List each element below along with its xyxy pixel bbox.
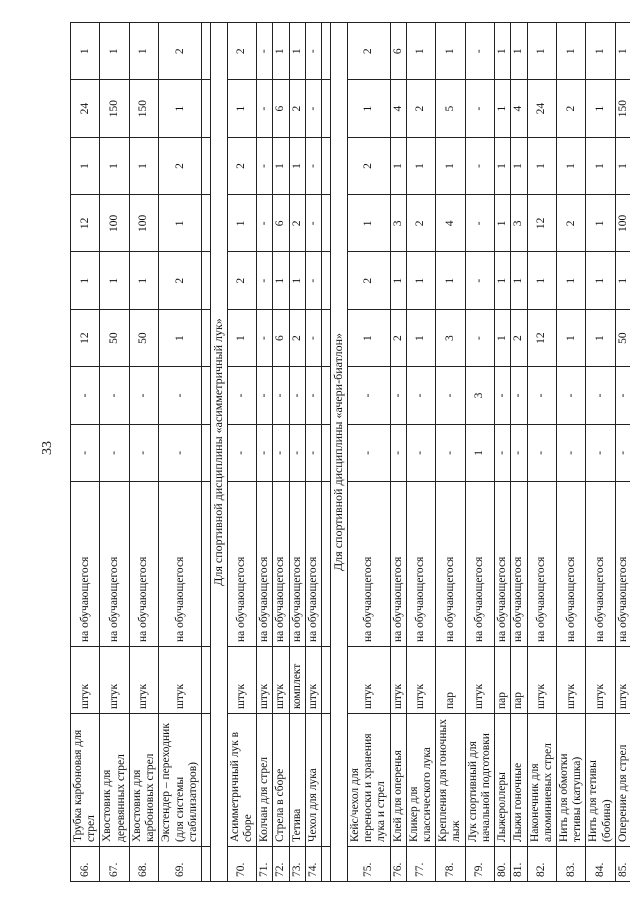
spacer-row <box>201 23 210 882</box>
table-row <box>347 23 390 882</box>
spacer-cell <box>201 195 210 252</box>
value-cell: 1 <box>100 252 129 309</box>
calculation-unit: на обучающегося <box>406 482 435 647</box>
spacer-cell <box>322 80 331 137</box>
value-cell: - <box>305 23 321 80</box>
value-cell: - <box>129 367 158 424</box>
item-name: Тетива <box>289 714 305 847</box>
item-name: Лыжероллеры <box>495 714 511 847</box>
value-cell: - <box>305 137 321 194</box>
value-cell: 1 <box>71 252 100 309</box>
table-row <box>227 23 256 882</box>
value-cell: 1 <box>347 309 390 366</box>
value-cell: 1 <box>527 23 556 80</box>
unit-of-measure: штук <box>71 647 100 714</box>
table-wrapper <box>70 22 630 882</box>
equipment-table <box>70 22 630 882</box>
value-cell: 100 <box>615 195 630 252</box>
value-cell: - <box>273 367 289 424</box>
value-cell: 2 <box>556 80 585 137</box>
value-cell: 1 <box>615 137 630 194</box>
row-number: 76. <box>390 847 406 882</box>
table-row <box>305 23 321 882</box>
row-number: 70. <box>227 847 256 882</box>
value-cell: 1 <box>511 23 527 80</box>
value-cell: 1 <box>227 195 256 252</box>
value-cell: - <box>257 367 273 424</box>
unit-of-measure: штук <box>406 647 435 714</box>
unit-of-measure: штук <box>615 647 630 714</box>
table-row <box>465 23 494 882</box>
spacer-cell <box>322 23 331 80</box>
value-cell: - <box>257 424 273 481</box>
table-row <box>129 23 158 882</box>
section-row <box>331 23 348 882</box>
value-cell: - <box>527 424 556 481</box>
calculation-unit: на обучающегося <box>257 482 273 647</box>
value-cell: 1 <box>511 252 527 309</box>
value-cell: 150 <box>100 80 129 137</box>
spacer-cell <box>201 424 210 481</box>
value-cell: - <box>257 309 273 366</box>
unit-of-measure: штук <box>100 647 129 714</box>
unit-of-measure: штук <box>273 647 289 714</box>
value-cell: - <box>227 424 256 481</box>
value-cell: 1 <box>586 80 615 137</box>
value-cell: 1 <box>527 137 556 194</box>
value-cell: 1 <box>289 23 305 80</box>
item-name: Наконечник для алюминиевых стрел <box>527 714 556 847</box>
calculation-unit: на обучающегося <box>100 482 129 647</box>
table-row <box>289 23 305 882</box>
value-cell: 100 <box>129 195 158 252</box>
unit-of-measure: штук <box>159 647 202 714</box>
row-number: 77. <box>406 847 435 882</box>
item-name: Стрела в сборе <box>273 714 289 847</box>
value-cell: - <box>556 367 585 424</box>
unit-of-measure: пар <box>511 647 527 714</box>
value-cell: 1 <box>273 137 289 194</box>
calculation-unit: на обучающегося <box>511 482 527 647</box>
value-cell: 1 <box>511 137 527 194</box>
unit-of-measure: пар <box>436 647 465 714</box>
row-number: 67. <box>100 847 129 882</box>
value-cell: - <box>347 424 390 481</box>
value-cell: 1 <box>495 309 511 366</box>
value-cell: 1 <box>289 137 305 194</box>
spacer-cell <box>322 482 331 647</box>
calculation-unit: на обучающегося <box>159 482 202 647</box>
value-cell: 1 <box>436 252 465 309</box>
value-cell: 50 <box>615 309 630 366</box>
value-cell: 100 <box>100 195 129 252</box>
value-cell: 1 <box>289 252 305 309</box>
table-row <box>159 23 202 882</box>
value-cell: - <box>257 137 273 194</box>
table-row <box>273 23 289 882</box>
item-name: Нить для обмотки тетивы (катушка) <box>556 714 585 847</box>
spacer-cell <box>322 195 331 252</box>
value-cell: 24 <box>527 80 556 137</box>
spacer-cell <box>322 714 331 847</box>
value-cell: 1 <box>129 137 158 194</box>
row-number: 82. <box>527 847 556 882</box>
value-cell: 2 <box>406 80 435 137</box>
value-cell: - <box>257 252 273 309</box>
unit-of-measure: штук <box>390 647 406 714</box>
row-number: 69. <box>159 847 202 882</box>
calculation-unit: на обучающегося <box>436 482 465 647</box>
value-cell: 2 <box>227 137 256 194</box>
value-cell: 1 <box>615 23 630 80</box>
value-cell: 1 <box>586 309 615 366</box>
value-cell: - <box>305 309 321 366</box>
value-cell: 1 <box>465 424 494 481</box>
unit-of-measure: штук <box>527 647 556 714</box>
table-row <box>511 23 527 882</box>
value-cell: - <box>465 137 494 194</box>
value-cell: - <box>71 367 100 424</box>
row-number: 78. <box>436 847 465 882</box>
calculation-unit: на обучающегося <box>556 482 585 647</box>
value-cell: 1 <box>436 137 465 194</box>
item-name: Хвостовик для карбоновых стрел <box>129 714 158 847</box>
value-cell: - <box>511 424 527 481</box>
value-cell: 1 <box>129 23 158 80</box>
table-row <box>100 23 129 882</box>
calculation-unit: на обучающегося <box>465 482 494 647</box>
item-name: Нить для тетивы (бобина) <box>586 714 615 847</box>
calculation-unit: на обучающегося <box>347 482 390 647</box>
unit-of-measure: штук <box>227 647 256 714</box>
spacer-cell <box>201 482 210 647</box>
value-cell: - <box>495 424 511 481</box>
value-cell: 1 <box>527 252 556 309</box>
value-cell: 5 <box>436 80 465 137</box>
value-cell: - <box>495 367 511 424</box>
table-row <box>527 23 556 882</box>
item-name: Чехол для лука <box>305 714 321 847</box>
calculation-unit: на обучающегося <box>273 482 289 647</box>
value-cell: - <box>465 195 494 252</box>
item-name: Хвостовик для деревянных стрел <box>100 714 129 847</box>
value-cell: - <box>227 367 256 424</box>
value-cell: 2 <box>227 23 256 80</box>
value-cell: - <box>71 424 100 481</box>
value-cell: 150 <box>129 80 158 137</box>
item-name: Клей для оперенья <box>390 714 406 847</box>
value-cell: - <box>465 23 494 80</box>
spacer-cell <box>201 252 210 309</box>
value-cell: 2 <box>289 80 305 137</box>
unit-of-measure: штук <box>556 647 585 714</box>
value-cell: 1 <box>390 137 406 194</box>
value-cell: 3 <box>390 195 406 252</box>
value-cell: - <box>586 424 615 481</box>
value-cell: 6 <box>390 23 406 80</box>
rotated-table-viewport <box>70 22 630 882</box>
unit-of-measure: штук <box>129 647 158 714</box>
value-cell: 1 <box>406 309 435 366</box>
value-cell: 1 <box>586 137 615 194</box>
row-number: 74. <box>305 847 321 882</box>
value-cell: - <box>273 424 289 481</box>
calculation-unit: на обучающегося <box>305 482 321 647</box>
value-cell: - <box>465 309 494 366</box>
value-cell: 1 <box>159 309 202 366</box>
value-cell: 50 <box>129 309 158 366</box>
spacer-cell <box>201 309 210 366</box>
value-cell: 4 <box>390 80 406 137</box>
unit-of-measure: штук <box>465 647 494 714</box>
value-cell: 12 <box>527 309 556 366</box>
value-cell: 1 <box>390 252 406 309</box>
value-cell: 4 <box>436 195 465 252</box>
value-cell: 2 <box>289 195 305 252</box>
value-cell: 1 <box>273 23 289 80</box>
spacer-cell <box>201 23 210 80</box>
row-number: 75. <box>347 847 390 882</box>
spacer-cell <box>201 137 210 194</box>
value-cell: 1 <box>406 252 435 309</box>
item-name: Трубка карбоновая для стрел <box>71 714 100 847</box>
value-cell: 1 <box>100 23 129 80</box>
value-cell: 2 <box>159 23 202 80</box>
spacer-cell <box>322 847 331 882</box>
calculation-unit: на обучающегося <box>71 482 100 647</box>
unit-of-measure: комплект <box>289 647 305 714</box>
value-cell: 2 <box>227 252 256 309</box>
calculation-unit: на обучающегося <box>615 482 630 647</box>
table-row <box>406 23 435 882</box>
value-cell: 2 <box>390 309 406 366</box>
unit-of-measure: пар <box>495 647 511 714</box>
value-cell: 150 <box>615 80 630 137</box>
value-cell: 12 <box>527 195 556 252</box>
unit-of-measure: штук <box>586 647 615 714</box>
value-cell: - <box>586 367 615 424</box>
calculation-unit: на обучающегося <box>586 482 615 647</box>
table-row <box>615 23 630 882</box>
value-cell: - <box>305 195 321 252</box>
value-cell: 1 <box>495 137 511 194</box>
value-cell: - <box>511 367 527 424</box>
value-cell: 12 <box>71 309 100 366</box>
value-cell: - <box>305 367 321 424</box>
item-name: Асимметричный лук в сборе <box>227 714 256 847</box>
item-name: Кликер для классического лука <box>406 714 435 847</box>
value-cell: - <box>390 424 406 481</box>
value-cell: 1 <box>227 80 256 137</box>
item-name: Лыжи гоночные <box>511 714 527 847</box>
value-cell: - <box>305 424 321 481</box>
value-cell: 1 <box>71 137 100 194</box>
value-cell: 2 <box>159 137 202 194</box>
value-cell: - <box>257 195 273 252</box>
value-cell: - <box>406 367 435 424</box>
row-number: 84. <box>586 847 615 882</box>
row-number: 81. <box>511 847 527 882</box>
value-cell: 3 <box>511 195 527 252</box>
spacer-cell <box>322 137 331 194</box>
table-row <box>71 23 100 882</box>
section-heading: Для спортивной дисциплины «асимметричный лук» <box>210 23 227 882</box>
spacer-cell <box>322 309 331 366</box>
value-cell: - <box>289 367 305 424</box>
spacer-cell <box>322 367 331 424</box>
value-cell: 1 <box>159 80 202 137</box>
value-cell: - <box>289 424 305 481</box>
spacer-cell <box>201 80 210 137</box>
value-cell: - <box>436 424 465 481</box>
item-name: Оперение для стрел <box>615 714 630 847</box>
value-cell: 2 <box>511 309 527 366</box>
calculation-unit: на обучающегося <box>289 482 305 647</box>
value-cell: 1 <box>495 80 511 137</box>
value-cell: 2 <box>556 195 585 252</box>
value-cell: 1 <box>586 23 615 80</box>
spacer-cell <box>201 647 210 714</box>
row-number: 68. <box>129 847 158 882</box>
value-cell: - <box>257 80 273 137</box>
item-name: Экстендер – переходник (для системы стабилизаторов) <box>159 714 202 847</box>
value-cell: 1 <box>556 137 585 194</box>
value-cell: - <box>556 424 585 481</box>
table-row <box>586 23 615 882</box>
row-number: 79. <box>465 847 494 882</box>
spacer-cell <box>201 367 210 424</box>
value-cell: - <box>465 252 494 309</box>
value-cell: - <box>159 367 202 424</box>
spacer-row <box>322 23 331 882</box>
value-cell: - <box>465 80 494 137</box>
row-number: 85. <box>615 847 630 882</box>
spacer-cell <box>322 424 331 481</box>
table-row <box>436 23 465 882</box>
spacer-cell <box>201 847 210 882</box>
value-cell: 4 <box>511 80 527 137</box>
row-number: 72. <box>273 847 289 882</box>
row-number: 83. <box>556 847 585 882</box>
value-cell: - <box>100 367 129 424</box>
value-cell: 1 <box>556 309 585 366</box>
table-row <box>556 23 585 882</box>
value-cell: 2 <box>406 195 435 252</box>
spacer-cell <box>322 252 331 309</box>
value-cell: 2 <box>289 309 305 366</box>
value-cell: - <box>305 80 321 137</box>
value-cell: - <box>159 424 202 481</box>
value-cell: - <box>129 424 158 481</box>
value-cell: - <box>257 23 273 80</box>
value-cell: - <box>615 424 630 481</box>
table-row <box>495 23 511 882</box>
unit-of-measure: штук <box>305 647 321 714</box>
row-number: 80. <box>495 847 511 882</box>
page-number: 33 <box>40 441 55 455</box>
value-cell: 1 <box>129 252 158 309</box>
value-cell: 1 <box>159 195 202 252</box>
calculation-unit: на обучающегося <box>527 482 556 647</box>
value-cell: 1 <box>495 195 511 252</box>
row-number: 71. <box>257 847 273 882</box>
value-cell: 12 <box>71 195 100 252</box>
value-cell: - <box>100 424 129 481</box>
value-cell: - <box>347 367 390 424</box>
calculation-unit: на обучающегося <box>390 482 406 647</box>
value-cell: 1 <box>495 23 511 80</box>
section-row <box>210 23 227 882</box>
value-cell: - <box>436 367 465 424</box>
value-cell: - <box>406 424 435 481</box>
calculation-unit: на обучающегося <box>227 482 256 647</box>
row-number: 66. <box>71 847 100 882</box>
value-cell: 2 <box>159 252 202 309</box>
value-cell: 1 <box>347 80 390 137</box>
value-cell: 1 <box>273 252 289 309</box>
value-cell: - <box>305 252 321 309</box>
value-cell: 6 <box>273 195 289 252</box>
calculation-unit: на обучающегося <box>129 482 158 647</box>
spacer-cell <box>322 647 331 714</box>
spacer-cell <box>201 714 210 847</box>
unit-of-measure: штук <box>257 647 273 714</box>
value-cell: 1 <box>406 23 435 80</box>
item-name: Крепления для гоночных лыж <box>436 714 465 847</box>
table-row <box>390 23 406 882</box>
value-cell: 3 <box>436 309 465 366</box>
item-name: Лук спортивный для начальной подготовки <box>465 714 494 847</box>
value-cell: 2 <box>347 252 390 309</box>
value-cell: 24 <box>71 80 100 137</box>
value-cell: 2 <box>347 23 390 80</box>
value-cell: 3 <box>465 367 494 424</box>
value-cell: 1 <box>586 252 615 309</box>
value-cell: - <box>527 367 556 424</box>
value-cell: 1 <box>347 195 390 252</box>
value-cell: - <box>390 367 406 424</box>
value-cell: 1 <box>436 23 465 80</box>
table-body <box>71 23 631 882</box>
value-cell: 1 <box>71 23 100 80</box>
value-cell: - <box>615 367 630 424</box>
value-cell: 1 <box>556 252 585 309</box>
value-cell: 1 <box>495 252 511 309</box>
item-name: Кейс/чехол для переноски и хранения лука и стрел <box>347 714 390 847</box>
calculation-unit: на обучающегося <box>495 482 511 647</box>
value-cell: 1 <box>406 137 435 194</box>
item-name: Колчан для стрел <box>257 714 273 847</box>
value-cell: 1 <box>586 195 615 252</box>
value-cell: 6 <box>273 309 289 366</box>
table-row <box>257 23 273 882</box>
value-cell: 50 <box>100 309 129 366</box>
row-number: 73. <box>289 847 305 882</box>
value-cell: 1 <box>100 137 129 194</box>
value-cell: 6 <box>273 80 289 137</box>
section-heading: Для спортивной дисциплины «ачери-биатлон» <box>331 23 348 882</box>
value-cell: 1 <box>615 252 630 309</box>
unit-of-measure: штук <box>347 647 390 714</box>
value-cell: 2 <box>347 137 390 194</box>
value-cell: 1 <box>556 23 585 80</box>
value-cell: 1 <box>227 309 256 366</box>
